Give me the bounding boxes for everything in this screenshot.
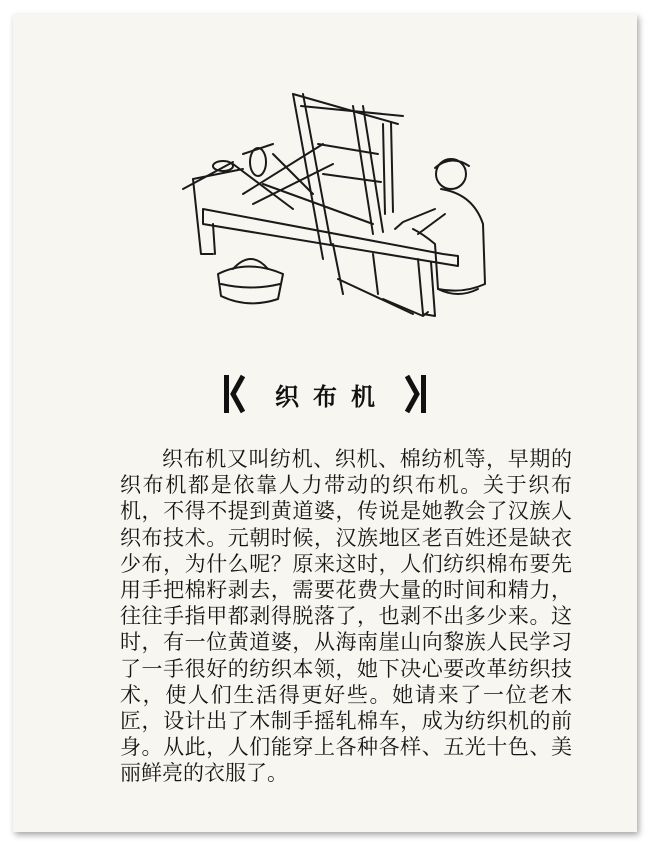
page (13, 14, 637, 832)
right-bracket-icon (405, 374, 427, 414)
loom-weaver-illustration-icon (173, 84, 513, 334)
left-bracket-icon (223, 374, 245, 414)
body-paragraph: 织布机又叫纺机、织机、棉纺机等，早期的织布机都是依靠人力带动的织布机。关于织布机，不得不提到黄道婆，传说是她教会了汉族人织布技术。元朝时候，汉族地区老百姓还是缺衣少布，为什么呢？原来这时，人们纺织棉布要先用手把棉籽剥去，需要花费大量的时间和精力，往往手指甲都剥得脱落了，也剥不出多少来。这时，有一位黄道婆，从海南崖山向黎族人民学习了一手很好的纺织本领，她下决心要改革纺织技术，使人们生活得更好些。她请来了一位老木匠，设计出了木制手摇轧棉车，成为纺织机的前身。从此，人们能穿上各种各样、五光十色、美丽鲜亮的衣服了。 (120, 447, 572, 786)
page-title: 织布机 (275, 382, 389, 411)
title-block (13, 374, 637, 414)
